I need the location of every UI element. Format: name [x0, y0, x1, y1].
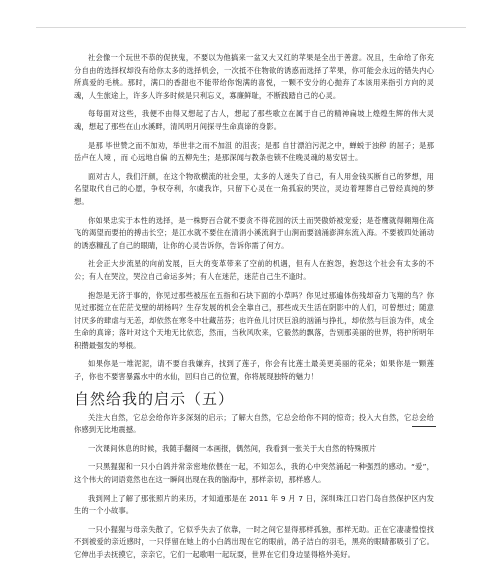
body-paragraph: 每每面对这些，我便不由得又想起了古人，想起了那些歌立在属于自己的精神扁坡上煌煌生辉的伟大灵魂，想起了那些在山水溪畔，清风明月间探寻生命真谛的身影。	[74, 109, 434, 131]
body-paragraph: 如果你是一堆泥泥，请不要自我嫌弃，找到了莲子，你会有比莲土最美更美丽的花朵；如果你是一颗莲子，你也不要害暴露水中的水仙，回归自己的位置，你将展现独特的魅力！	[74, 359, 434, 382]
page-top-rule	[36, 27, 466, 28]
body-paragraph: 一只黑猩猩和一只小白鸽并常亲密地依偎在一起，不知怎么，我的心中突然涌起一种强烈的感动。“爱”，这个伟大的词语竟然也在这一瞬间出现在我的脑海中，那样亲切，那样感人。	[74, 462, 434, 485]
body-paragraph: 一只小猩猩与母亲失散了，它似乎失去了依靠，一时之间它显得那样孤独，那样无助。正在它凄凄惶惶找不到被爱的亲近感时，一只俘留在她上的小白鸽出现在它的眼前，鸽子洁白的羽毛，黑亮的眼睛都吸引了它。它伸出手去抚摸它，亲亲它，它们一起歌唱一起玩耍，世界在它们身边显得格外美好。	[74, 524, 434, 559]
body-paragraph: 我到网上了解了那张照片的来历，才知道那是在 2011 年 9 月 7 日，深圳珠江口岩门岛自然保护区内发生的一个小故事。	[74, 493, 434, 516]
document-body	[74, 52, 434, 568]
body-paragraph: 社会正大步流星的向前发展，巨大的变革带来了空前的机遇，但有人在抱怨，抱怨这个社会有太多的不公；有人在哭泣，哭泣自己命运多舛；有人在迷茫，迷茫自己生不逢时。	[74, 259, 434, 281]
body-paragraph: 是那 毕世赞之而不加劝，举世非之而不加沮 的沮丧；是那 自甘漂泊污泥之中，蝉蜕于浊秽 的屈子；是那 岳卢在人境 ，而 心远地自偏 的五柳先生；是那深闻与教条也锁不住晚灵魂的易安居士。	[74, 140, 434, 163]
section-heading: 自然给我的启示（五）	[74, 389, 235, 408]
body-paragraph: 社会像一个玩世不恭的促狭鬼，不要以为他搞来一盆又大又红的苹果是全出于善意。况且，生命给了你充分自由的选择权却没有给你太多的选择机会，一次抵不住物欲的诱惑而选择了苹果，你可能会永远的错失内心所真爱的毛桃。那时，满口的香甜也不能带给你饱满的喜悦，一颗不安分的心抛弃了本该用来指引方向的灵魂，人生旅途上，许多人许多时候是只利忘义，寡廉鲜耻，不断践踏自己的心灵。	[74, 53, 434, 100]
body-paragraph: 抱怨是无济于事的，你见过那些被压在五指和石块下面的小草吗？你见过那遍体伤残却奋力飞翔的鸟？你见过那挺立在茫茫戈壁的胡杨吗？生存发展的机会全靠自己，那些成天生活在阴影中的人们，可曾想过；随意讨厌多的肆虐与无恙，却依然在寒冬中壮藏茁芬；也许鱼儿讨厌巨浪的汹涌与挣扎，却依然与巨浪为伴，成全生命的真谛；落叶对这个天地无比依恋，然而，当秋风吹来，它毅然的飘落，告别那美丽的世界，将护所明年积攒最强发的琴根。	[74, 290, 434, 350]
margin-dash	[412, 426, 436, 427]
body-paragraph: 关注大自然，它总会给你许多深刻的启示；了解大自然，它总会给你不同的惊奇；投入大自然，它总会给你感到无比地震撼。	[74, 412, 434, 435]
body-paragraph: 一次课间休息的时候，我随手翻阅一本画报，偶然间，我看到一张关于大自然的特殊照片	[88, 443, 377, 453]
body-paragraph: 你如果忠实于本性的选择，是一株野百合就不要贪不得花园的沃土而哭傲娇被宠爱；是苍鹰就得翱翔住高飞的渴望而要拍的搏击长空；是江水就不要住在清涓小溪流涧于山涧而要汹涌澎湃东流入海。不要被四处涌动的诱惑糠乱了自己的眼睛，让你的心灵告诉你，告诉你需了何方。	[74, 215, 434, 250]
body-paragraph: 面对古人，我们汗颜，在这个物欲横流的社会里，太多的人迷失了自己，有人用金钱买断自己的梦想，用名望取代自己的心愿，争权夺利，尔虞我诈，只留下心灵在一角孤寂的哭泣，灵边着埋葬自己曾经真纯的梦想。	[74, 171, 434, 206]
